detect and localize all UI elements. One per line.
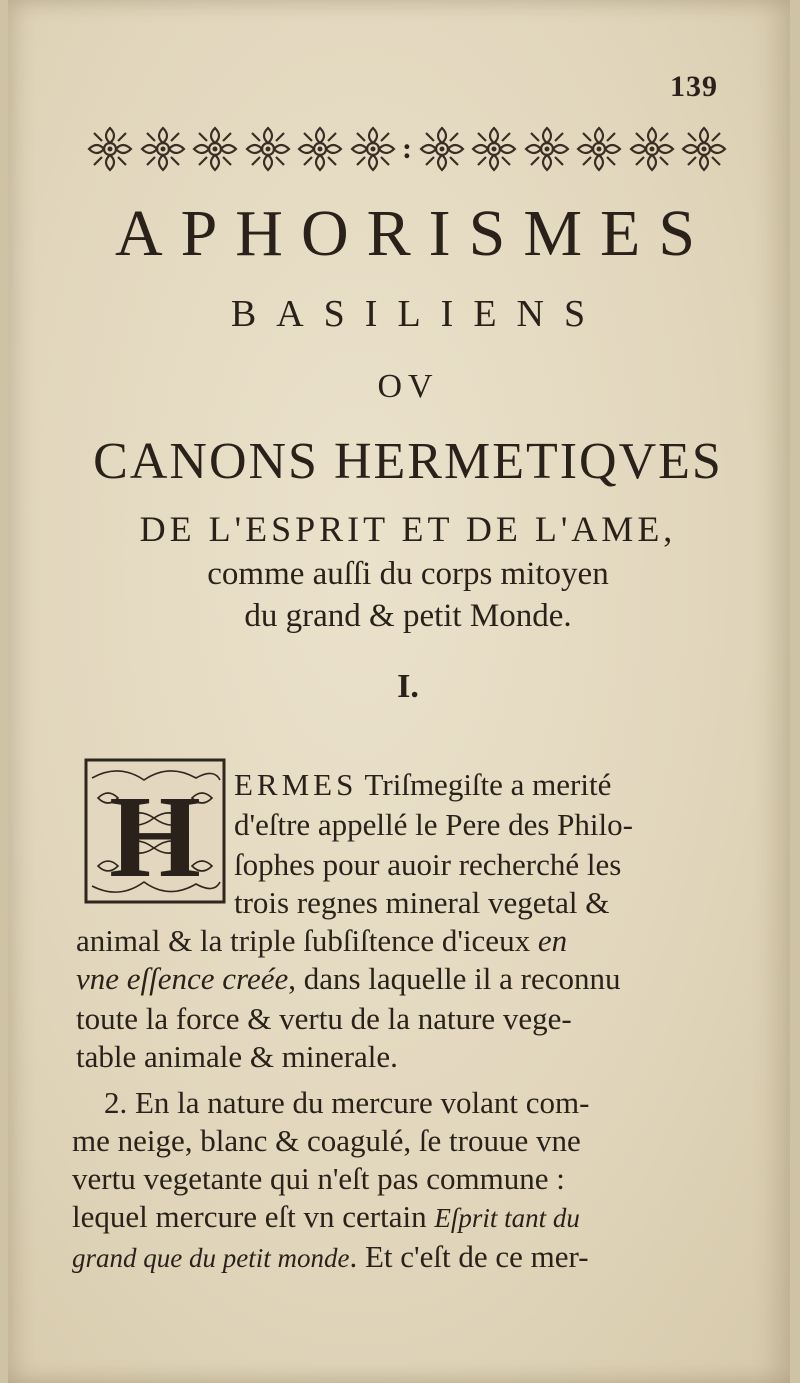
p2-line-4-text: lequel mercure eſt vn certain [72,1199,435,1234]
p1-line-3: ſophes pour auoir recherché les [234,847,622,882]
subtitle-corps-mitoyen: comme auſſi du corps mitoyen [207,556,609,592]
dropcap-h-icon [84,758,226,904]
fleuron-icon [470,124,518,174]
book-page [8,0,790,1383]
page-number: 139 [670,70,718,103]
p2-line-4 [72,1198,580,1237]
p2-line-5-italic: grand que du petit monde [72,1243,350,1273]
p2-line-5 [72,1238,589,1277]
p1-lead-word: ERMES [234,767,358,802]
ornamental-headband [86,118,728,180]
p1-line-5 [76,922,567,960]
p1-line-8: table animale & minerale. [76,1039,398,1074]
p1-line-1-rest: Triſmegiſte a merité [357,767,612,802]
p1-line-2: d'eſtre appellé le Pere des Philo- [234,807,633,842]
title-ov: OV [377,368,439,405]
p1-line-6-italic: vne eſſence creée [76,961,289,996]
subtitle-esprit-ame: DE L'ESPRIT ET DE L'AME, [139,509,677,549]
p1-line-7: toute la force & vertu de la nature vege- [76,1001,572,1036]
p1-line-6 [76,960,621,998]
fleuron-icon [191,124,239,174]
p1-line-4: trois regnes mineral vegetal & [234,885,610,920]
fleuron-icon [628,124,676,174]
fleuron-icon [244,124,292,174]
ornament-separator: : [402,132,412,165]
section-number: I. [397,668,419,705]
fleuron-icon [296,124,344,174]
fleuron-icon [86,124,134,174]
fleuron-icon [139,124,187,174]
p1-line-1 [234,766,611,804]
subtitle-grand-petit-monde: du grand & petit Monde. [244,598,572,634]
title-canons-hermetiqves: CANONS HERMETIQVES [93,433,723,490]
p1-line-5-italic: en [537,923,568,958]
p1-line-6-text: , dans laquelle il a reconnu [288,961,621,996]
dropcap-letter: H [109,771,201,902]
fleuron-icon [680,124,728,174]
p2-line-5-text: . Et c'eſt de ce mer- [349,1239,589,1274]
p2-line-2: me neige, blanc & coagulé, ſe trouue vne [72,1123,581,1158]
title-aphorismes: APHORISMES [114,197,714,270]
fleuron-icon [575,124,623,174]
p2-line-4-italic: Eſprit tant du [434,1203,580,1233]
fleuron-icon [418,124,466,174]
p1-line-5-text: animal & la triple ſubſiſtence d'iceux [76,923,538,958]
fleuron-icon [349,124,397,174]
fleuron-icon [523,124,571,174]
p2-line-1: 2. En la nature du mercure volant com- [104,1085,590,1120]
p2-line-3: vertu vegetante qui n'eſt pas commune : [72,1161,565,1196]
title-basiliens: BASILIENS [230,293,606,335]
